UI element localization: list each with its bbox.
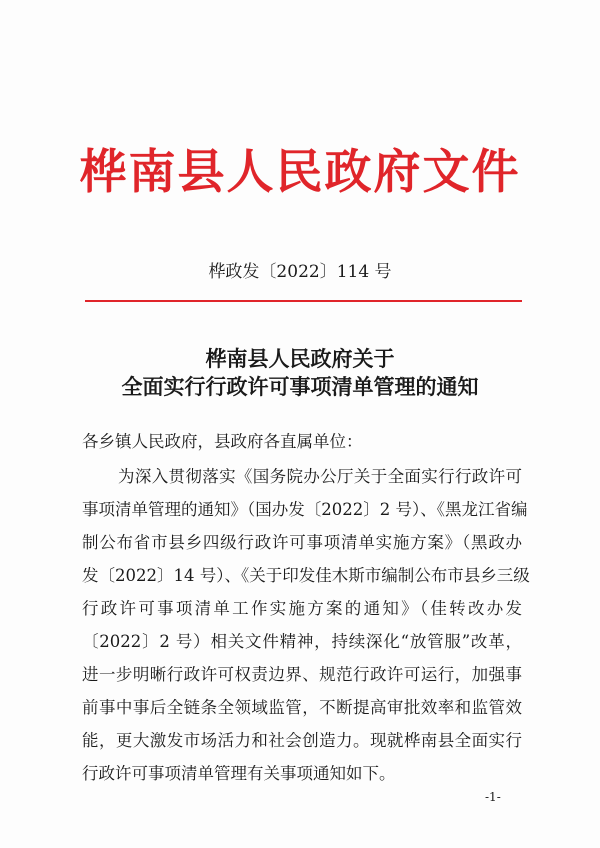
body-line: 〔2022〕2 号）相关文件精神，持续深化“放管服”改革， [82, 632, 522, 651]
body-line: 前事中事后全链条全领域监管，不断提高审批效率和监管效 [82, 698, 522, 717]
document-number: 桦政发〔2022〕114 号 [208, 262, 392, 282]
page-number: -1- [485, 790, 501, 804]
body-line: 为深入贯彻落实《国务院办公厅关于全面实行行政许可 [118, 467, 522, 486]
body-line: 事项清单管理的通知》（国办发〔2022〕2 号）、《黑龙江省编 [82, 500, 528, 519]
body-line: 发〔2022〕14 号）、《关于印发佳木斯市编制公布市县乡三级 [82, 566, 530, 585]
body-line: 能，更大激发市场活力和社会创造力。现就桦南县全面实行 [82, 731, 522, 750]
masthead-title: 桦南县人民政府文件 [79, 145, 521, 200]
notice-title-line-2: 全面实行行政许可事项清单管理的通知 [121, 374, 479, 399]
body-line: 行政许可事项清单管理有关事项通知如下。 [82, 764, 396, 783]
red-divider-line [85, 300, 522, 302]
addressee: 各乡镇人民政府，县政府各直属单位： [82, 432, 363, 451]
body-line: 行政许可事项清单工作实施方案的通知》（佳转改办发 [82, 599, 522, 618]
notice-title-line-1: 桦南县人民政府关于 [205, 346, 395, 371]
body-line: 制公布省市县乡四级行政许可事项清单实施方案》（黑政办 [82, 533, 522, 552]
body-line: 进一步明晰行政许可权责边界、规范行政许可运行，加强事 [82, 665, 522, 684]
